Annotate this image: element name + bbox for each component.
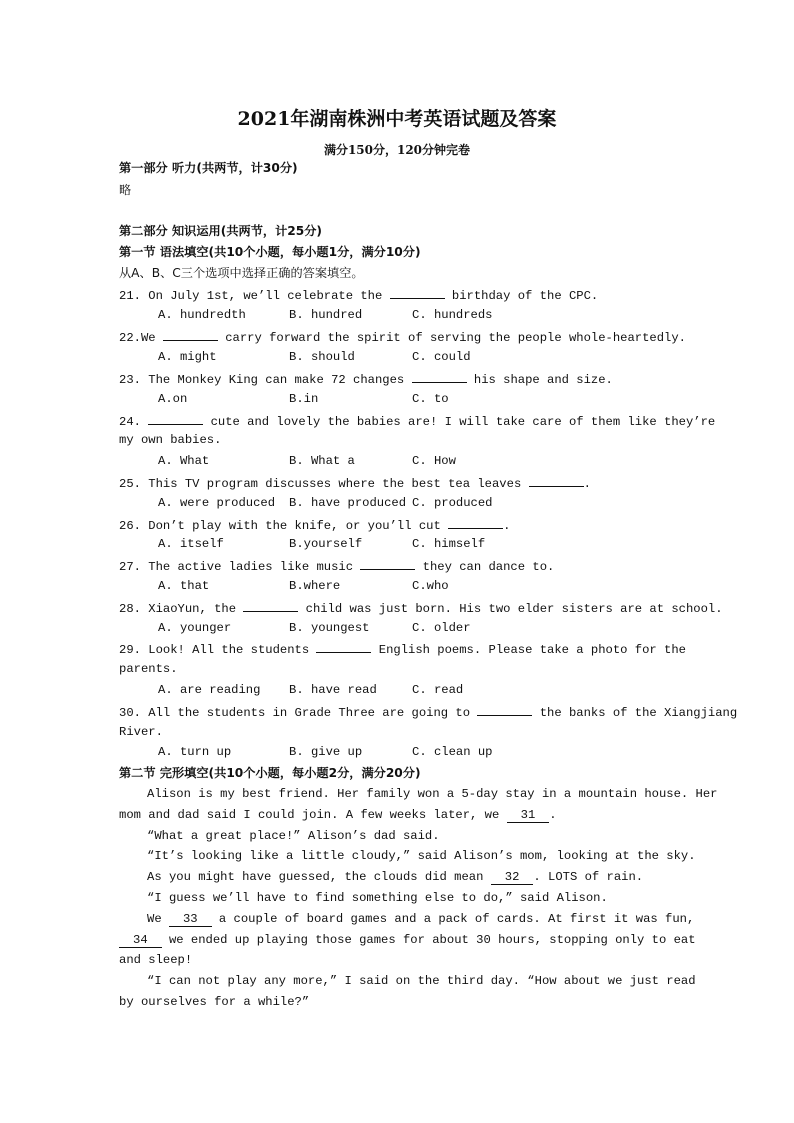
section2-heading: 第二节 完形填空(共10个小题，每小题2分，满分20分) — [119, 766, 421, 780]
q30-option-c: C. clean up — [412, 745, 493, 759]
q23-option-a: A.on — [158, 392, 188, 406]
part2-heading: 第二部分 知识运用(共两节，计25分) — [119, 224, 322, 238]
question-23: 23. The Monkey King can make 72 changes his shape and size. — [119, 370, 613, 388]
question-22: 22.We carry forward the spirit of serving the people whole-heartedly. — [119, 328, 686, 346]
q27-option-b: B.where — [289, 579, 341, 593]
question-29: 29. Look! All the students English poems. Please take a photo for the — [119, 640, 686, 658]
page-subtitle: 满分150分，120分钟完卷 — [323, 143, 471, 157]
question-30-cont: River. — [119, 725, 163, 739]
q26-option-b: B.yourself — [289, 537, 363, 551]
q26-option-c: C. himself — [412, 537, 486, 551]
q23-option-b: B.in — [289, 392, 319, 406]
q24-option-a: A. What — [158, 454, 210, 468]
blank-32: 32 — [491, 870, 534, 885]
page-title: 2021年湖南株洲中考英语试题及答案 — [237, 108, 557, 130]
q25-option-b: B. have produced — [289, 496, 407, 510]
blank-34: 34 — [119, 933, 162, 948]
q29-option-c: C. read — [412, 683, 464, 697]
question-25: 25. This TV program discusses where the best tea leaves . — [119, 474, 591, 492]
blank-31: 31 — [507, 808, 550, 823]
question-24: 24. cute and lovely the babies are! I will take care of them like they’re — [119, 412, 715, 430]
part1-note: 略 — [119, 183, 132, 197]
cloze-line-1: Alison is my best friend. Her family won a 5-day stay in a mountain house. Her — [147, 787, 718, 801]
cloze-line-8: 34 we ended up playing those games for about 30 hours, stopping only to eat — [119, 932, 696, 948]
q25-option-c: C. produced — [412, 496, 493, 510]
cloze-line-7: We 33 a couple of board games and a pack of cards. At first it was fun, — [147, 912, 695, 926]
part1-heading: 第一部分 听力(共两节，计30分) — [119, 161, 298, 175]
q27-option-c: C.who — [412, 579, 449, 593]
q29-option-b: B. have read — [289, 683, 377, 697]
cloze-line-4: “It’s looking like a little cloudy,” said Alison’s mom, looking at the sky. — [147, 849, 696, 863]
cloze-line-2: mom and dad said I could join. A few weeks later, we 31 . — [119, 808, 557, 822]
q23-option-c: C. to — [412, 392, 449, 406]
q29-option-a: A. are reading — [158, 683, 261, 697]
q30-option-b: B. give up — [289, 745, 363, 759]
q21-option-c: C. hundreds — [412, 308, 493, 322]
section1-heading: 第一节 语法填空(共10个小题，每小题1分，满分10分) — [119, 245, 421, 259]
section1-instruction: 从A、B、C三个选项中选择正确的答案填空。 — [119, 266, 364, 280]
question-24-cont: my own babies. — [119, 433, 222, 447]
q28-option-c: C. older — [412, 621, 471, 635]
q28-option-b: B. youngest — [289, 621, 370, 635]
question-27: 27. The active ladies like music they can dance to. — [119, 557, 554, 575]
blank-33: 33 — [169, 912, 212, 927]
q30-option-a: A. turn up — [158, 745, 232, 759]
q28-option-a: A. younger — [158, 621, 232, 635]
cloze-line-3: “What a great place!” Alison’s dad said. — [147, 829, 440, 843]
cloze-line-10: “I can not play any more,” I said on the third day. “How about we just read — [147, 974, 696, 988]
question-28: 28. XiaoYun, the child was just born. His two elder sisters are at school. — [119, 599, 723, 617]
q21-option-b: B. hundred — [289, 308, 363, 322]
q24-option-c: C. How — [412, 454, 456, 468]
q25-option-a: A. were produced — [158, 496, 276, 510]
q22-option-a: A. might — [158, 350, 217, 364]
cloze-line-11: by ourselves for a while?” — [119, 995, 310, 1009]
cloze-line-5: As you might have guessed, the clouds did mean 32 . LOTS of rain. — [147, 870, 644, 884]
cloze-line-6: “I guess we’ll have to find something else to do,” said Alison. — [147, 891, 608, 905]
question-21: 21. On July 1st, we’ll celebrate the birthday of the CPC. — [119, 286, 598, 304]
q22-option-c: C. could — [412, 350, 471, 364]
question-29-cont: parents. — [119, 662, 178, 676]
question-26: 26. Don’t play with the knife, or you’ll cut . — [119, 516, 510, 534]
q27-option-a: A. that — [158, 579, 210, 593]
q24-option-b: B. What a — [289, 454, 355, 468]
q22-option-b: B. should — [289, 350, 355, 364]
q26-option-a: A. itself — [158, 537, 224, 551]
cloze-line-9: and sleep! — [119, 953, 193, 967]
question-30: 30. All the students in Grade Three are going to the banks of the Xiangjiang — [119, 703, 737, 721]
q21-option-a: A. hundredth — [158, 308, 246, 322]
